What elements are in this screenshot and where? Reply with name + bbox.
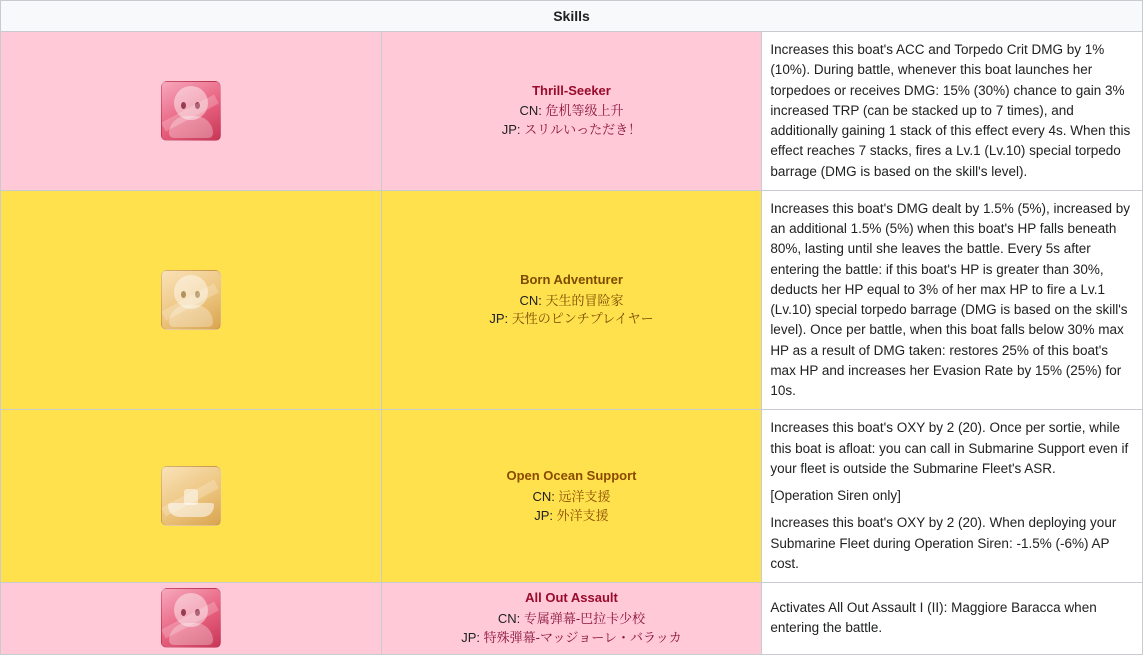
skill-name-jp (388, 310, 756, 329)
cn-label: CN: (497, 610, 524, 626)
skill-icon-cell (1, 410, 382, 583)
skill-name: Born Adventurer (520, 271, 623, 287)
cn-label: CN: (519, 103, 546, 119)
cn-value: 远洋支援 (558, 488, 611, 504)
jp-label: JP: (489, 311, 512, 327)
jp-label: JP: (461, 629, 484, 645)
skill-name: Thrill-Seeker (532, 82, 611, 98)
thrill-seeker-skill-icon (161, 81, 221, 141)
skill-description-note: [Operation Siren only] (770, 488, 901, 503)
skill-description-cell (762, 583, 1143, 655)
cn-value: 专属弹幕-巴拉卡少校 (523, 610, 646, 626)
open-ocean-support-skill-icon (161, 466, 221, 526)
skill-row-born-adventurer (1, 190, 1143, 410)
skill-description-cell (762, 190, 1143, 410)
jp-value: 特殊弾幕-マッジョーレ・バラッカ (483, 629, 682, 645)
skill-name: All Out Assault (525, 590, 618, 605)
jp-value: スリルいっただき！ (524, 122, 642, 138)
skill-row-all-out-assault (1, 583, 1143, 655)
skills-table-title: Skills (1, 1, 1143, 32)
cn-value: 天生的冒险家 (545, 292, 624, 308)
skills-table-header-row (1, 1, 1143, 32)
skill-icon-cell (1, 190, 382, 410)
skill-description-paragraph: Increases this boat's OXY by 2 (20). When deploying your Submarine Fleet during Operation Siren: -1.5% (-6%) AP cost. (770, 515, 1117, 571)
skill-row-thrill-seeker (1, 32, 1143, 191)
cn-label: CN: (519, 292, 546, 308)
skill-description-cell (762, 410, 1143, 583)
skill-description-paragraph: Activates All Out Assault I (II): Maggiore Baracca when entering the battle. (770, 600, 1097, 636)
skill-name: Open Ocean Support (506, 467, 637, 483)
cn-value: 危机等级上升 (545, 103, 624, 119)
skill-row-open-ocean-support (1, 410, 1143, 583)
skill-description-paragraph: Increases this boat's OXY by 2 (20). Once per sortie, while this boat is afloat: you can call in Submarine Support even if your fleet is outside the Submarine Fleet's ASR. (770, 420, 1129, 476)
jp-label: JP: (501, 122, 525, 138)
skill-icon-cell (1, 32, 382, 191)
skill-name-cell (381, 32, 762, 191)
skill-name-cell (381, 410, 762, 583)
skill-name-cell (381, 190, 762, 410)
skill-name-cn (388, 292, 756, 311)
skill-description-paragraph: Increases this boat's ACC and Torpedo Crit DMG by 1% (10%). During battle, whenever this boat launches her torpedoes or receives DMG: 15% (30%) chance to gain 3% increased TRP (can be stacked up to 7 times), and additionally gaining 1 stack of this effect every 4s. When this effect reaches 7 stacks, fires a Lv.1 (Lv.10) special torpedo barrage (DMG is based on the skill's level). (770, 42, 1131, 179)
skill-name-cn (388, 102, 756, 121)
skill-name-cn (388, 610, 756, 629)
born-adventurer-skill-icon (161, 270, 221, 330)
skill-name-jp (388, 121, 756, 140)
skill-name-jp (388, 507, 756, 526)
skill-name-jp (388, 629, 756, 648)
jp-value: 外洋支援 (556, 507, 609, 523)
skill-description-paragraph: Increases this boat's DMG dealt by 1.5% (5%), increased by an additional 1.5% (5%) when this boat's HP falls beneath 80%, lasting until she leaves the battle. Every 5s after entering the battle: if this boat's HP is greater than 30%, deducts her HP equal to 3% of her max HP to fire a Lv.1 (Lv.10) special torpedo barrage (DMG is based on the skill's level). Once per battle, when this boat falls below 30% max HP as a result of DMG taken: restores 25% of this boat's max HP and increases her Evasion Rate by 15% (25%) for 10s. (770, 200, 1131, 398)
cn-label: CN: (532, 488, 559, 504)
jp-value: 天性のピンチプレイヤー (511, 311, 654, 327)
skill-icon-cell (1, 583, 382, 655)
skill-description-cell (762, 32, 1143, 191)
all-out-assault-skill-icon (161, 588, 221, 648)
jp-label: JP: (534, 507, 557, 523)
skill-name-cell (381, 583, 762, 655)
